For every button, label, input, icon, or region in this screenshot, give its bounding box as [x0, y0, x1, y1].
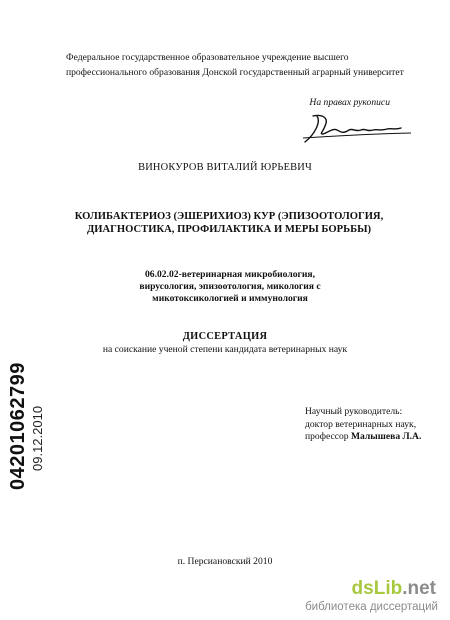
specialty-line: микотоксикологией и иммунология: [152, 293, 308, 304]
author-name: ВИНОКУРОВ ВИТАЛИЙ ЮРЬЕВИЧ: [138, 162, 312, 173]
supervisor-degree: доктор ветеринарных наук,: [305, 418, 417, 430]
supervisor-block: [305, 406, 421, 444]
supervisor-role: Научный руководитель:: [305, 406, 403, 417]
place-year: п. Персиановский 2010: [177, 556, 273, 567]
supervisor-title: профессор: [305, 431, 349, 442]
watermark-caption: библиотека диссертаций: [305, 601, 438, 613]
dissertation-label: ДИССЕРТАЦИЯ: [182, 331, 268, 342]
dissertation-subtitle: на соискание ученой степени кандидата ветеринарных наук: [102, 344, 348, 355]
dslib-watermark: [305, 578, 450, 620]
title-line: ДИАГНОСТИКА, ПРОФИЛАКТИКА И МЕРЫ БОРЬБЫ): [86, 224, 372, 235]
specialty-line: вирусология, эпизоотология, микология с: [139, 281, 321, 292]
institution-name: Федеральное государственное образовательное учреждение высшего профессионального образования Донской государственный аграрный университет: [66, 52, 404, 78]
specialty: [80, 269, 380, 305]
dissertation-title: [70, 210, 388, 236]
logo-part-1: dsLib: [351, 578, 403, 599]
handwritten-signature: [303, 112, 413, 146]
library-stamp-number: 04201062799: [7, 362, 29, 490]
title-line: КОЛИБАКТЕРИОЗ (ЭШЕРИХИОЗ) КУР (ЭПИЗООТОЛОГИЯ,: [74, 211, 384, 222]
specialty-line: 06.02.02-ветеринарная микробиология,: [145, 269, 315, 280]
supervisor-name: Малышева Л.А.: [350, 431, 422, 442]
dslib-logo: [352, 578, 436, 600]
rights-note: На правах рукописи: [309, 97, 390, 108]
supervisor-title-line: [305, 431, 421, 444]
logo-part-2: .net: [402, 578, 436, 599]
library-stamp-date: 09.12.2010: [30, 405, 45, 471]
